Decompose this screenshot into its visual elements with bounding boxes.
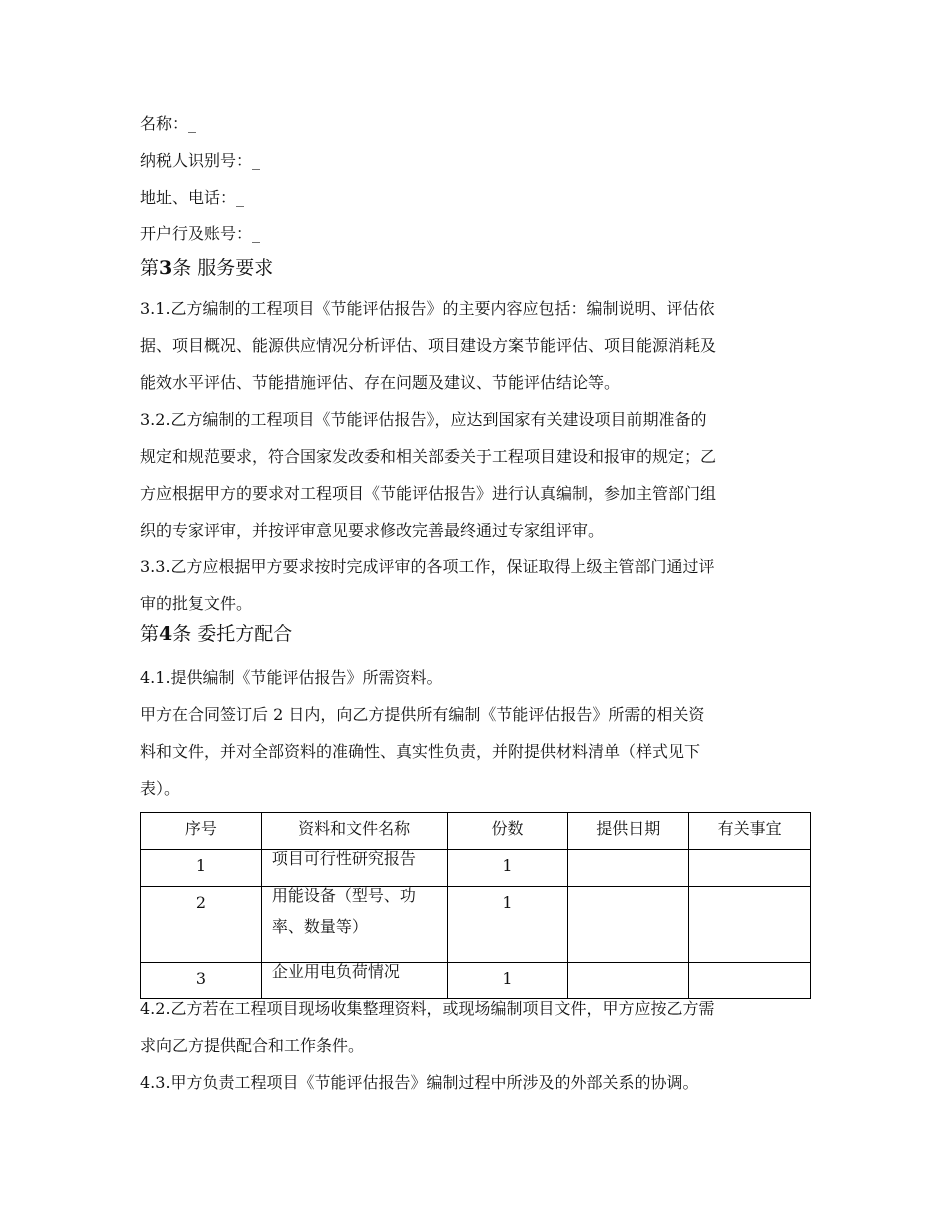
- clause-4-3: [140, 1064, 812, 1101]
- clause-3-2-line: 织的专家评审，并按评审意见要求修改完善最终通过专家组评审。: [140, 521, 605, 540]
- header-doc-name: 资料和文件名称: [261, 813, 447, 850]
- party-address-phone-line: 地址、电话：_: [140, 188, 245, 207]
- clause-3-1: [140, 290, 812, 401]
- clause-4-3-line: 4.3.甲方负责工程项目《节能评估报告》编制过程中所涉及的外部关系的协调。: [140, 1073, 699, 1092]
- cell-copies: 1: [447, 887, 568, 963]
- cell-notes: [689, 850, 811, 887]
- cell-seq: 3: [141, 963, 262, 999]
- clause-3-2-line: 方应根据甲方的要求对工程项目《节能评估报告》进行认真编制，参加主管部门组: [140, 484, 717, 503]
- cell-date: [568, 887, 689, 963]
- clause-4-2: [140, 990, 812, 1064]
- article-4-heading-number: 4: [159, 623, 173, 645]
- clause-3-2-line: 3.2.乙方编制的工程项目《节能评估报告》，应达到国家有关建设项目前期准备的: [140, 410, 707, 429]
- party-bank-account-line: 开户行及账号：_: [140, 224, 261, 243]
- cell-doc-name-line: 项目可行性研究报告: [271, 849, 416, 868]
- table-row: [141, 887, 811, 963]
- clause-3-1-line: 能效水平评估、节能措施评估、存在问题及建议、节能评估结论等。: [140, 373, 621, 392]
- clause-4-1: [140, 659, 812, 696]
- header-seq: 序号: [141, 813, 262, 850]
- cell-doc-name-line: 率、数量等）: [271, 917, 368, 936]
- article-4-heading: [140, 622, 292, 646]
- article-3-heading: [140, 256, 273, 280]
- party-tax-id-line: 纳税人识别号：_: [140, 151, 261, 170]
- cell-copies: 1: [447, 963, 568, 999]
- cell-copies: 1: [447, 850, 568, 887]
- cell-doc-name-line: 企业用电负荷情况: [271, 962, 400, 981]
- article-3-heading-number: 3: [159, 257, 173, 279]
- clause-3-3-line: 3.3.乙方应根据甲方要求按时完成评审的各项工作，保证取得上级主管部门通过评: [140, 557, 715, 576]
- materials-table: [140, 812, 811, 999]
- clause-4-1-detail-line: 料和文件，并对全部资料的准确性、真实性负责，并附提供材料清单（样式见下: [140, 742, 701, 761]
- article-3-heading-prefix: 第: [140, 257, 160, 279]
- article-4-heading-prefix: 第: [140, 623, 160, 645]
- clause-3-3-line: 审的批复文件。: [140, 594, 253, 613]
- cell-date: [568, 850, 689, 887]
- table-header-row: [141, 813, 811, 850]
- table-row: [141, 850, 811, 887]
- clause-4-2-line: 求向乙方提供配合和工作条件。: [140, 1036, 365, 1055]
- header-copies: 份数: [447, 813, 568, 850]
- article-3-heading-text: 条 服务要求: [172, 257, 274, 279]
- header-date: 提供日期: [568, 813, 689, 850]
- clause-4-2-line: 4.2.乙方若在工程项目现场收集整理资料，或现场编制项目文件，甲方应按乙方需: [140, 999, 715, 1018]
- header-notes: 有关事宜: [689, 813, 811, 850]
- clause-4-1-detail-line: 甲方在合同签订后 2 日内，向乙方提供所有编制《节能评估报告》所需的相关资: [140, 705, 705, 724]
- article-4-heading-text: 条 委托方配合: [172, 623, 293, 645]
- cell-seq: 2: [141, 887, 262, 963]
- cell-doc-name-line: 用能设备（型号、功: [271, 886, 416, 905]
- cell-seq: 1: [141, 850, 262, 887]
- clause-3-1-line: 3.1.乙方编制的工程项目《节能评估报告》的主要内容应包括：编制说明、评估依: [140, 299, 715, 318]
- clause-3-1-line: 据、项目概况、能源供应情况分析评估、项目建设方案节能评估、项目能源消耗及: [140, 336, 717, 355]
- clause-4-1-title: 4.1.提供编制《节能评估报告》所需资料。: [140, 668, 443, 687]
- cell-doc-name: [261, 887, 447, 963]
- clause-4-1-detail: [140, 696, 812, 807]
- cell-notes: [689, 887, 811, 963]
- clause-3-2-line: 规定和规范要求，符合国家发改委和相关部委关于工程项目建设和报审的规定；乙: [140, 447, 717, 466]
- party-name-line: 名称：_: [140, 114, 197, 133]
- clause-3-2: [140, 401, 812, 549]
- clause-3-3: [140, 548, 812, 622]
- clause-4-1-detail-line: 表）。: [140, 779, 181, 798]
